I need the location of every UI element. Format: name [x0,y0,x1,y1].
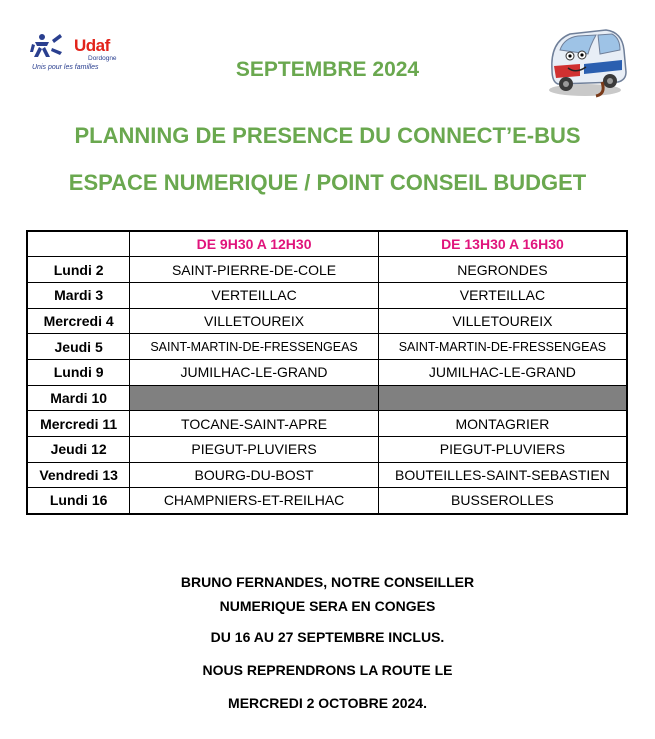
morning-location: BOURG-DU-BOST [130,462,379,488]
closed-slot [130,385,379,411]
afternoon-location: SAINT-MARTIN-DE-FRESSENGEAS [378,334,627,360]
afternoon-location: PIEGUT-PLUVIERS [378,437,627,463]
afternoon-location: VERTEILLAC [378,282,627,308]
day-cell: Lundi 2 [27,257,130,283]
logo-tagline: Unis pour les familles [32,64,99,71]
logo-brand: Udaf [74,36,110,55]
morning-location: VERTEILLAC [130,282,379,308]
table-row [27,385,627,411]
table-row [27,411,627,437]
page-title-line-1: PLANNING DE PRESENCE DU CONNECT’E-BUS [74,123,581,148]
closed-slot [378,385,627,411]
afternoon-location: BUSSEROLLES [378,488,627,514]
table-row [27,488,627,514]
notice-line-2: NUMERIQUE SERA EN CONGES [219,598,436,614]
morning-location: TOCANE-SAINT-APRE [130,411,379,437]
morning-location: JUMILHAC-LE-GRAND [130,359,379,385]
table-row [27,257,627,283]
afternoon-location: NEGRONDES [378,257,627,283]
day-cell: Jeudi 5 [27,334,130,360]
day-cell: Mercredi 4 [27,308,130,334]
day-cell: Lundi 9 [27,359,130,385]
logo-subtitle: Dordogne [88,55,117,62]
table-row [27,308,627,334]
table-row [27,334,627,360]
day-cell: Mardi 10 [27,385,130,411]
day-cell: Vendredi 13 [27,462,130,488]
table-header-row [27,231,627,257]
table-row [27,282,627,308]
afternoon-location: VILLETOUREIX [378,308,627,334]
morning-location: SAINT-MARTIN-DE-FRESSENGEAS [130,334,379,360]
notice-line-5: MERCREDI 2 OCTOBRE 2024. [228,695,427,711]
notice-line-3: DU 16 AU 27 SEPTEMBRE INCLUS. [210,629,445,645]
table-row [27,359,627,385]
afternoon-location: MONTAGRIER [378,411,627,437]
day-cell: Jeudi 12 [27,437,130,463]
afternoon-location: BOUTEILLES-SAINT-SEBASTIEN [378,462,627,488]
planning-table [26,230,628,515]
day-cell: Mardi 3 [27,282,130,308]
table-header-morning: DE 9H30 A 12H30 [130,231,379,257]
page-title-line-2: ESPACE NUMERIQUE / POINT CONSEIL BUDGET [68,170,587,195]
table-row [27,462,627,488]
notice-line-4: NOUS REPRENDRONS LA ROUTE LE [202,662,453,678]
table-header-afternoon: DE 13H30 A 16H30 [378,231,627,257]
afternoon-location: JUMILHAC-LE-GRAND [378,359,627,385]
morning-location: CHAMPNIERS-ET-REILHAC [130,488,379,514]
morning-location: PIEGUT-PLUVIERS [130,437,379,463]
day-cell: Lundi 16 [27,488,130,514]
table-header-day [27,231,130,257]
morning-location: SAINT-PIERRE-DE-COLE [130,257,379,283]
month-heading: SEPTEMBRE 2024 [235,58,420,81]
day-cell: Mercredi 11 [27,411,130,437]
morning-location: VILLETOUREIX [130,308,379,334]
notice-line-1: BRUNO FERNANDES, NOTRE CONSEILLER [180,574,475,590]
table-row [27,437,627,463]
